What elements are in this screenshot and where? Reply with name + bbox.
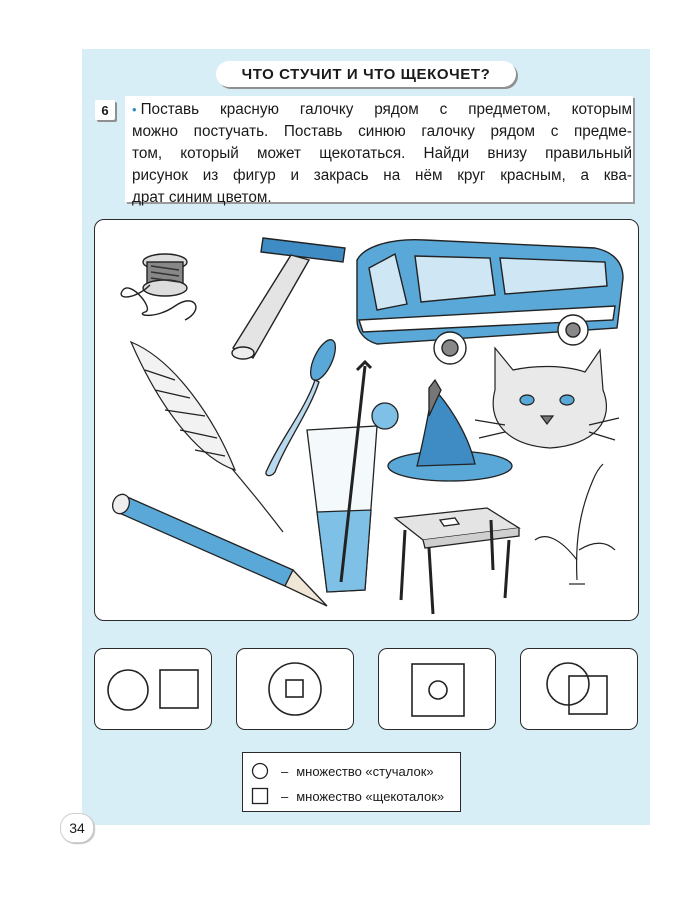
circle-square-overlap-icon [521,649,639,731]
square-inside-circle-icon [237,649,355,731]
task-line-3: том, который может щекотаться. Найди внизу правильный [132,145,632,162]
objects-drawing [95,220,640,622]
square-icon [251,787,269,805]
circle-inside-square-icon [379,649,497,731]
bus-icon[interactable] [357,240,623,364]
glass-with-straw-icon[interactable] [307,362,398,592]
feather-icon[interactable] [131,342,283,532]
page-title [216,61,516,87]
circle-icon [251,762,269,780]
stool-icon[interactable] [395,508,519,614]
page-title-text: ЧТО СТУЧИТ И ЧТО ЩЕКОЧЕТ? [241,65,491,83]
page-number: 34 [60,813,94,843]
answer-option-4[interactable] [520,648,638,730]
task-line-4: рисунок из фигур и закрась на нём круг красным, а ква- [132,167,632,184]
task-line-1: • Поставь красную галочку рядом с предметом, которым [132,101,632,118]
circle-square-separate-icon [95,649,213,731]
answer-option-2[interactable] [236,648,354,730]
thread-spool-icon[interactable] [121,254,196,320]
task-line-2: можно постучать. Поставь синюю галочку рядом с предме- [132,123,632,140]
bullet-icon: • [132,102,137,117]
answer-option-3[interactable] [378,648,496,730]
legend-row-circle: – множество «стучалок» [251,761,434,781]
legend-square-label: множество «щекоталок» [296,788,445,804]
legend-row-square: – множество «щекоталок» [251,786,444,806]
pencil-icon[interactable] [110,492,327,606]
plant-icon[interactable] [535,464,615,584]
legend-circle-label: множество «стучалок» [296,763,434,779]
cat-icon[interactable] [475,348,619,448]
answer-option-1[interactable] [94,648,212,730]
task-line-5: драт синим цветом. [132,189,272,206]
objects-picture [94,219,639,621]
legend-box [242,752,461,812]
task-number: 6 [95,100,115,120]
